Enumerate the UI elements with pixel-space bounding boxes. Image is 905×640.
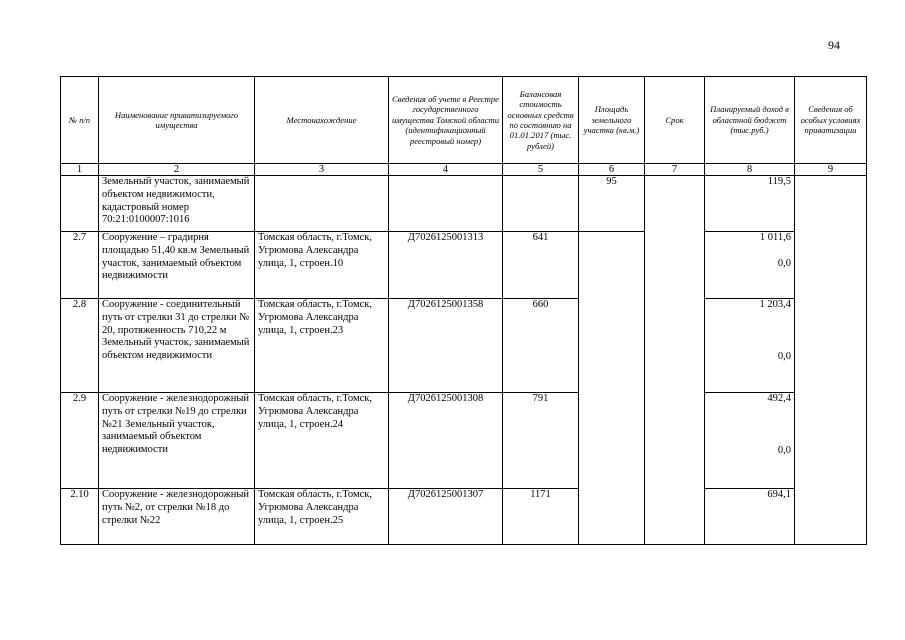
conditions-cell bbox=[795, 176, 867, 545]
header-balance: Балансовая стоимость основных средств по состоянию на 01.01.2017 (тыс. рублей) bbox=[503, 77, 579, 164]
row-balance: 1171 bbox=[503, 489, 579, 545]
column-number: 4 bbox=[389, 164, 503, 176]
table-row bbox=[61, 176, 867, 232]
table-row bbox=[61, 299, 867, 393]
row-location: Томская область, г.Томск, Угрюмова Александра улица, 1, строен.24 bbox=[255, 393, 389, 489]
term-cell bbox=[645, 176, 705, 545]
row-income-building: 492,4 bbox=[767, 393, 791, 404]
row-income bbox=[705, 232, 795, 299]
row-income-building: 119,5 bbox=[767, 176, 791, 187]
column-number: 7 bbox=[645, 164, 705, 176]
row-name: Сооружение - железнодорожный путь от стрелки №19 до стрелки №21 Земельный участок, занимаемый объектом недвижимости bbox=[99, 393, 255, 489]
row-name: Сооружение - железнодорожный путь №2, от стрелки №18 до стрелки №22 bbox=[99, 489, 255, 545]
row-balance bbox=[503, 176, 579, 232]
row-number: 2.7 bbox=[61, 232, 99, 299]
row-income-building: 1 203,4 bbox=[759, 299, 791, 310]
row-income bbox=[705, 299, 795, 393]
header-num: № п/п bbox=[61, 77, 99, 164]
page-number: 94 bbox=[828, 38, 840, 52]
row-number bbox=[61, 176, 99, 232]
column-numbers-row bbox=[61, 164, 867, 176]
row-location: Томская область, г.Томск, Угрюмова Александра улица, 1, строен.25 bbox=[255, 489, 389, 545]
row-number: 2.9 bbox=[61, 393, 99, 489]
row-name: Сооружение – градирня площадью 51,40 кв.м Земельный участок, занимаемый объектом недвижимости bbox=[99, 232, 255, 299]
row-number: 2.10 bbox=[61, 489, 99, 545]
privatization-table bbox=[60, 76, 867, 545]
row-registry: Д7026125001308 bbox=[389, 393, 503, 489]
row-location: Томская область, г.Томск, Угрюмова Александра улица, 1, строен.10 bbox=[255, 232, 389, 299]
row-income bbox=[705, 489, 795, 545]
row-registry: Д7026125001313 bbox=[389, 232, 503, 299]
header-name: Наименование приватизируемого имущества bbox=[99, 77, 255, 164]
row-registry: Д7026125001358 bbox=[389, 299, 503, 393]
row-income-building: 694,1 bbox=[767, 489, 791, 500]
header-area: Площадь земельного участка (кв.м.) bbox=[579, 77, 645, 164]
row-location bbox=[255, 176, 389, 232]
row-balance: 660 bbox=[503, 299, 579, 393]
row-number: 2.8 bbox=[61, 299, 99, 393]
row-registry bbox=[389, 176, 503, 232]
column-number: 1 bbox=[61, 164, 99, 176]
row-income-land: 0,0 bbox=[777, 444, 791, 456]
column-number: 8 bbox=[705, 164, 795, 176]
row-income-land: 0,0 bbox=[777, 350, 791, 362]
column-number: 3 bbox=[255, 164, 389, 176]
header-conditions: Сведения об особых условиях приватизации bbox=[795, 77, 867, 164]
row-name: Сооружение - соединительный путь от стрелки 31 до стрелки № 20, протяженность 710,22 м Земельный участок, занимаемый объектом недвижимости bbox=[99, 299, 255, 393]
row-name: Земельный участок, занимаемый объектом недвижимости, кадастровый номер 70:21:0100007:1016 bbox=[99, 176, 255, 232]
row-registry: Д7026125001307 bbox=[389, 489, 503, 545]
header-income: Планируемый доход в областной бюджет (тыс.руб.) bbox=[705, 77, 795, 164]
row-area: 95 bbox=[579, 176, 645, 232]
column-number: 5 bbox=[503, 164, 579, 176]
row-area bbox=[579, 232, 645, 545]
row-balance: 641 bbox=[503, 232, 579, 299]
column-number: 2 bbox=[99, 164, 255, 176]
row-balance: 791 bbox=[503, 393, 579, 489]
row-income-building: 1 011,6 bbox=[759, 232, 791, 243]
table-row bbox=[61, 232, 867, 299]
column-number: 9 bbox=[795, 164, 867, 176]
table-row bbox=[61, 393, 867, 489]
row-income bbox=[705, 176, 795, 232]
row-location: Томская область, г.Томск, Угрюмова Александра улица, 1, строен.23 bbox=[255, 299, 389, 393]
column-number: 6 bbox=[579, 164, 645, 176]
table-row bbox=[61, 489, 867, 545]
row-income bbox=[705, 393, 795, 489]
header-row bbox=[61, 77, 867, 164]
header-location: Местонахождение bbox=[255, 77, 389, 164]
header-registry: Сведения об учете в Реестре государственного имущества Томской области (идентификационный реестровый номер) bbox=[389, 77, 503, 164]
row-income-land: 0,0 bbox=[777, 257, 791, 269]
header-term: Срок bbox=[645, 77, 705, 164]
